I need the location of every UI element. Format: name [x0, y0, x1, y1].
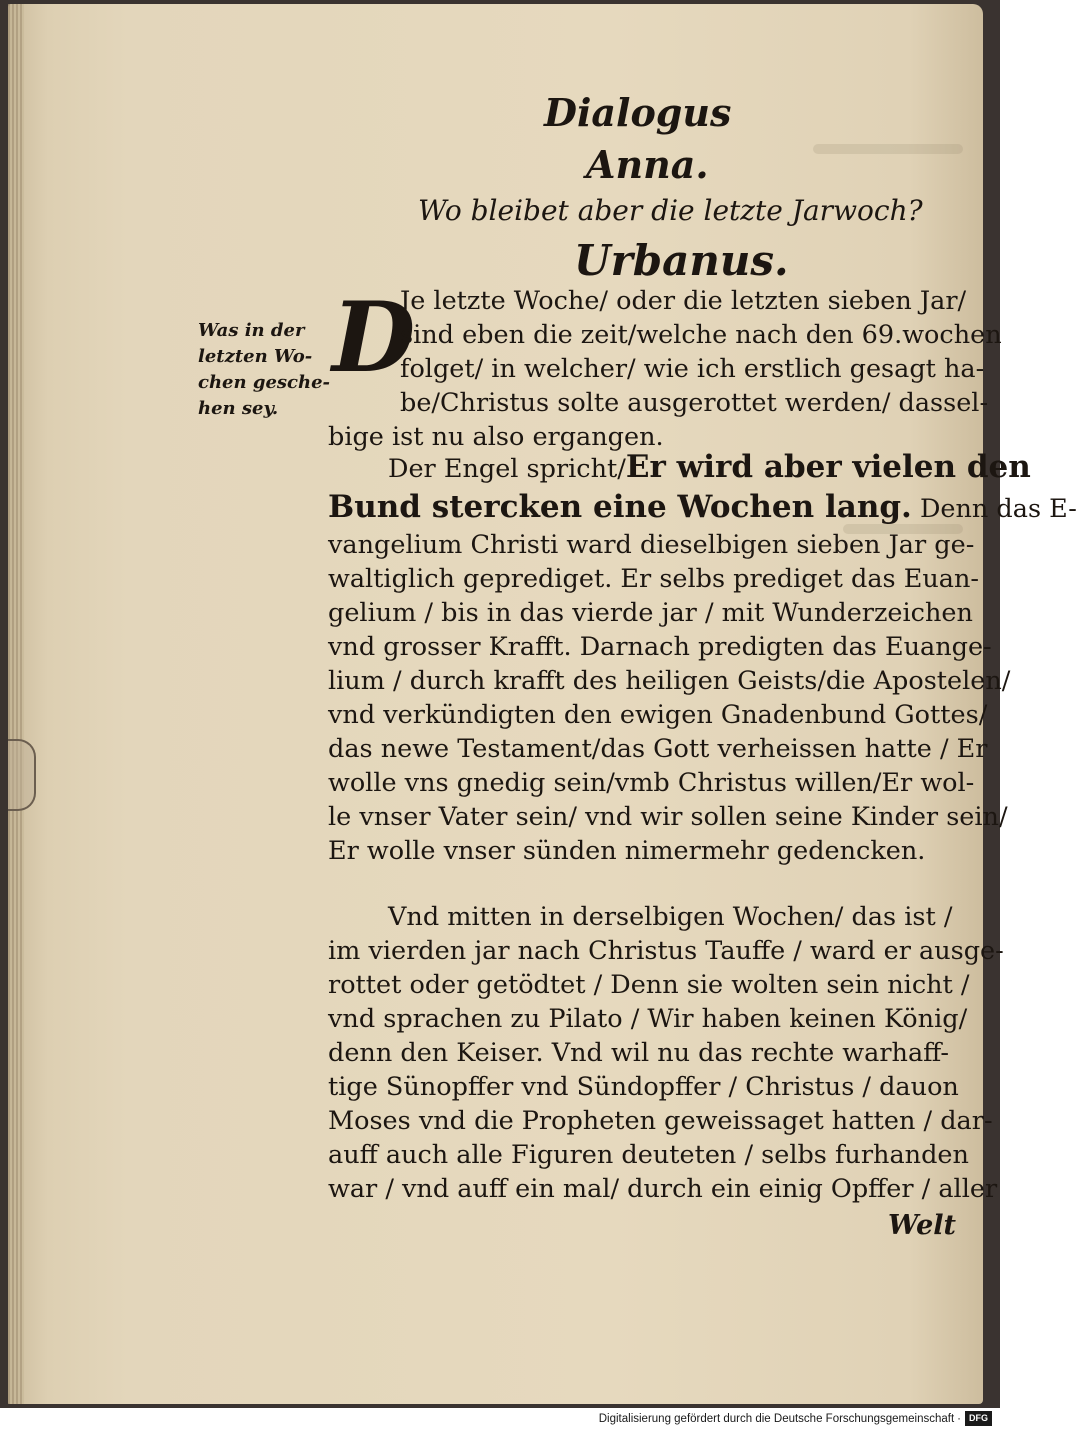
paragraph-line: bige ist nu also ergangen.	[328, 422, 664, 452]
paragraph-line: das newe Testament/das Gott verheissen hatte / Er	[328, 734, 988, 764]
paragraph-line: be/Christus solte ausgerottet werden/ dassel-	[400, 388, 989, 418]
dfg-logo-icon: DFG	[965, 1411, 992, 1426]
paragraph-line: folget/ in welcher/ wie ich erstlich gesagt ha-	[400, 354, 985, 384]
speaker-label-urbanus: Urbanus.	[574, 236, 789, 285]
paragraph-line	[328, 489, 1077, 525]
plain-text: Der Engel spricht/	[388, 454, 626, 484]
marginal-note-line: chen gesche-	[198, 372, 330, 393]
paragraph-line: vnd grosser Krafft. Darnach predigten das Euange-	[328, 632, 992, 662]
emphasized-text: Er wird aber vielen den	[625, 449, 1031, 485]
paragraph-line: denn den Keiser. Vnd wil nu das rechte warhaff-	[328, 1038, 949, 1068]
paragraph-line: Er wolle vnser sünden nimermehr gedencken.	[328, 836, 926, 866]
paragraph-line: le vnser Vater sein/ vnd wir sollen seine Kinder sein/	[328, 802, 1008, 832]
catchword: Welt	[888, 1210, 957, 1241]
running-head: Dialogus	[544, 90, 732, 135]
paragraph-line: Je letzte Woche/ oder die letzten sieben Jar/	[400, 286, 967, 316]
paragraph-line: gelium / bis in das vierde jar / mit Wunderzeichen	[328, 598, 973, 628]
paragraph-line: sind eben die zeit/welche nach den 69.wochen	[400, 320, 1002, 350]
paragraph-line: vangelium Christi ward dieselbigen sieben Jar ge-	[328, 530, 975, 560]
paragraph-line: waltiglich geprediget. Er selbs prediget das Euan-	[328, 564, 980, 594]
show-through-mark	[813, 144, 963, 154]
speaker-label-anna: Anna.	[586, 142, 709, 187]
paragraph-line: Vnd mitten in derselbigen Wochen/ das ist /	[388, 902, 953, 932]
paragraph-line: rottet oder getödtet / Denn sie wolten sein nicht /	[328, 970, 970, 1000]
drop-initial: D	[332, 281, 416, 394]
paragraph-line: im vierden jar nach Christus Tauffe / ward er ausge-	[328, 936, 1004, 966]
digitization-footer	[0, 1408, 1000, 1429]
marginal-note-line: Was in der	[198, 320, 305, 341]
paragraph-line: Moses vnd die Propheten geweissaget hatten / dar-	[328, 1106, 993, 1136]
paragraph-line: vnd sprachen zu Pilato / Wir haben keinen König/	[328, 1004, 968, 1034]
emphasized-text: Bund stercken eine Wochen lang.	[328, 489, 912, 525]
marginal-note-line: letzten Wo-	[198, 346, 313, 367]
plain-text: Denn das E-	[911, 494, 1077, 524]
funding-credit: Digitalisierung gefördert durch die Deutsche Forschungsgemeinschaft	[598, 1412, 955, 1425]
binding-clip	[8, 739, 36, 811]
paragraph-line	[388, 449, 1031, 485]
marginal-note-line: hen sey.	[198, 398, 279, 419]
paper-page	[8, 4, 1077, 1404]
paragraph-line: wolle vns gnedig sein/vmb Christus willen/Er wol-	[328, 768, 975, 798]
paragraph-line: vnd verkündigten den ewigen Gnadenbund Gottes/	[328, 700, 988, 730]
paragraph-line: lium / durch krafft des heiligen Geists/die Apostelen/	[328, 666, 1011, 696]
footer-separator: ·	[957, 1412, 961, 1425]
paragraph-line: auff auch alle Figuren deuteten / selbs furhanden	[328, 1140, 969, 1170]
paragraph-line: tige Sünopffer vnd Sündopffer / Christus / dauon	[328, 1072, 959, 1102]
page-edge	[8, 4, 24, 1404]
question-line: Wo bleibet aber die letzte Jarwoch?	[418, 194, 923, 227]
paragraph-line: war / vnd auff ein mal/ durch ein einig Opffer / aller	[328, 1174, 998, 1204]
